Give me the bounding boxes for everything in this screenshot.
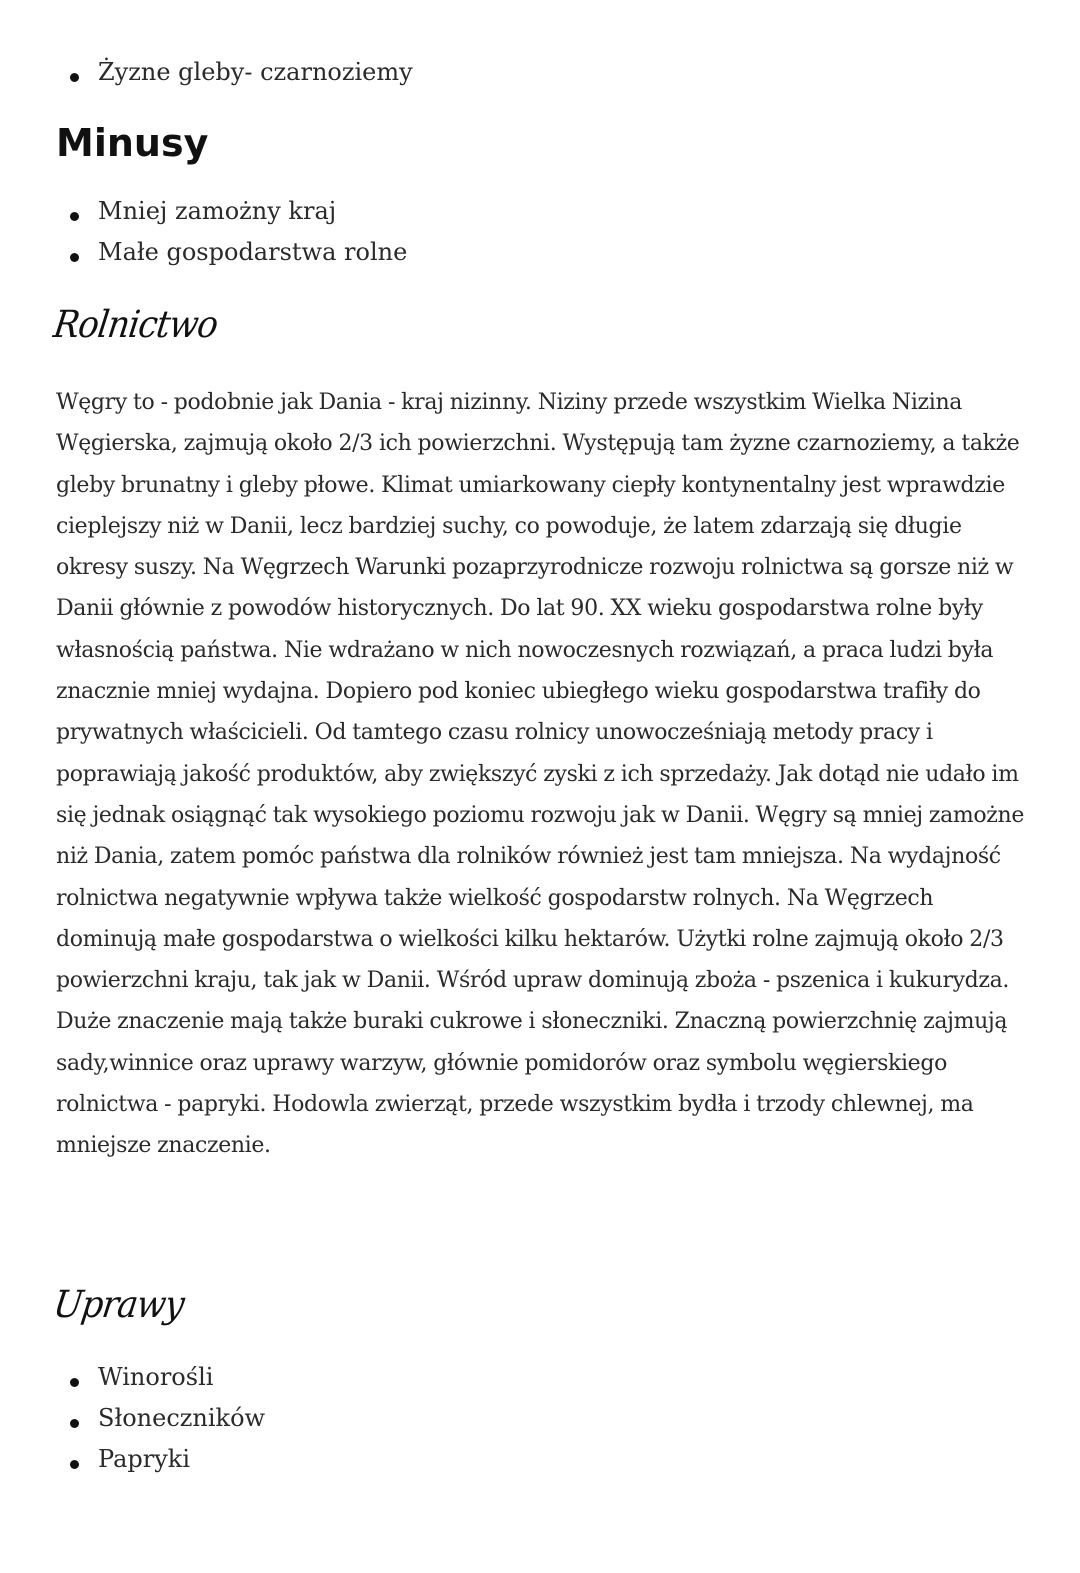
list-item-text: Mniej zamożny kraj: [98, 197, 337, 225]
list-item: [56, 232, 407, 273]
bullet-icon: [70, 1378, 79, 1387]
list-item-text: Żyzne gleby- czarnoziemy: [98, 58, 413, 86]
list-item-text: Winorośli: [98, 1363, 214, 1391]
uprawy-bullet-list: [56, 1357, 265, 1480]
bullet-icon: [70, 1460, 79, 1469]
rolnictwo-heading: Rolnictwo: [50, 303, 221, 347]
list-item: [56, 1439, 265, 1480]
list-item-text: Małe gospodarstwa rolne: [98, 238, 408, 266]
uprawy-heading: Uprawy: [50, 1283, 187, 1327]
bullet-icon: [70, 1419, 79, 1428]
bullet-icon: [70, 253, 79, 262]
list-item: [56, 191, 407, 232]
bullet-icon: [70, 73, 79, 82]
list-item: [56, 1398, 265, 1439]
list-item-text: Słoneczników: [98, 1404, 266, 1432]
list-item: [56, 1357, 265, 1398]
minusy-bullet-list: [56, 191, 407, 273]
top-bullet-list: [56, 52, 413, 93]
list-item-text: Papryki: [98, 1445, 190, 1473]
bullet-icon: [70, 212, 79, 221]
minusy-heading: Minusy: [56, 121, 209, 165]
list-item: [56, 52, 413, 93]
rolnictwo-paragraph: Węgry to - podobnie jak Dania - kraj nizinny. Niziny przede wszystkim Wielka Nizina Węgierska, zajmują około 2/3 ich powierzchni. Występują tam żyzne czarnoziemy, a także gleby brunatny i gleby płowe. Klimat umiarkowany ciepły kontynentalny jest wprawdzie cieplejszy niż w Danii, lecz bardziej suchy, co powoduje, że latem zdarzają się długie okresy suszy. Na Węgrzech Warunki pozaprzyrodnicze rozwoju rolnictwa są gorsze niż w Danii głównie z powodów historycznych. Do lat 90. XX wieku gospodarstwa rolne były własnością państwa. Nie wdrażano w nich nowoczesnych rozwiązań, a praca ludzi była znacznie mniej wydajna. Dopiero pod koniec ubiegłego wieku gospodarstwa trafiły do prywatnych właścicieli. Od tamtego czasu rolnicy unowocześniają metody pracy i poprawiają jakość produktów, aby zwiększyć zyski z ich sprzedaży. Jak dotąd nie udało im się jednak osiągnąć tak wysokiego poziomu rozwoju jak w Danii. Węgry są mniej zamożne niż Dania, zatem pomóc państwa dla rolników również jest tam mniejsza. Na wydajność rolnictwa negatywnie wpływa także wielkość gospodarstw rolnych. Na Węgrzech dominują małe gospodarstwa o wielkości kilku hektarów. Użytki rolne zajmują około 2/3 powierzchni kraju, tak jak w Danii. Wśród upraw dominują zboża - pszenica i kukurydza. Duże znaczenie mają także buraki cukrowe i słoneczniki. Znaczną powierzchnię zajmują sady,winnice oraz uprawy warzyw, głównie pomidorów oraz symbolu węgierskiego rolnictwa - papryki. Hodowla zwierząt, przede wszystkim bydła i trzody chlewnej, ma mniejsze znaczenie.: [56, 390, 1025, 1159]
